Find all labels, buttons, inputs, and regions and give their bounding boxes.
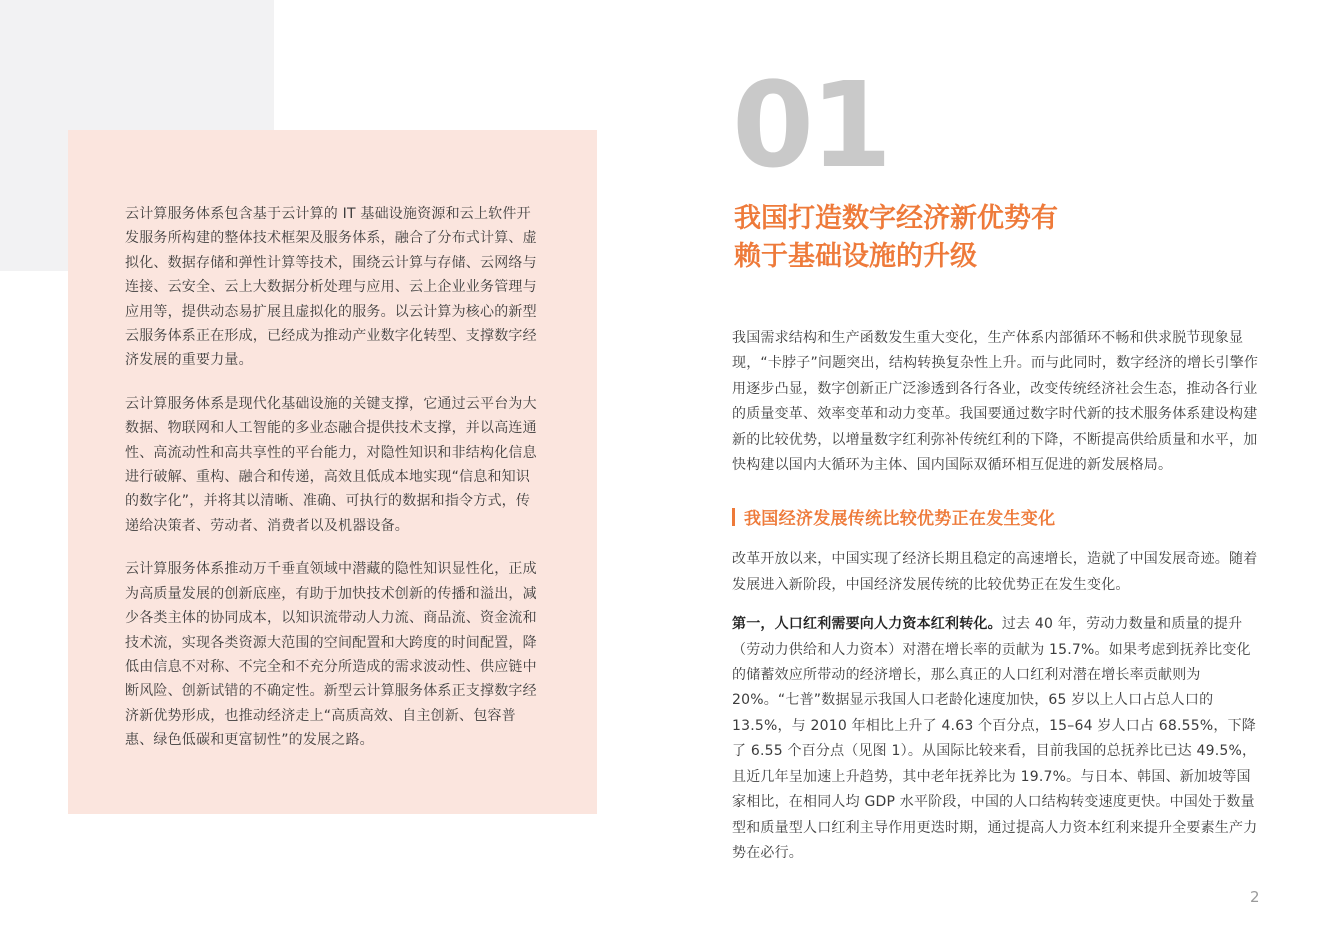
chapter-title: [734, 200, 1154, 276]
sidebar-paragraph: 云计算服务体系推动万千垂直领域中潜藏的隐性知识显性化，正成为高质量发展的创新底座，有助于加快技术创新的传播和溢出，减少各类主体的协同成本，以知识流带动人力流、商品流、资金流和技术流，实现各类资源大范围的空间配置和大跨度的时间配置，降低由信息不对称、不完全和不充分所造成的需求波动性、供应链中断风险、创新试错的不确定性。新型云计算服务体系正支撑数字经济新优势形成，也推动经济走上“高质高效、自主创新、包容普惠、绿色低碳和更富韧性”的发展之路。: [125, 561, 537, 749]
intro-paragraph: 我国需求结构和生产函数发生重大变化，生产体系内部循环不畅和供求脱节现象显现，“卡脖子”问题突出，结构转换复杂性上升。而与此同时，数字经济的增长引擎作用逐步凸显，数字创新正广泛渗透到各行各业，改变传统经济社会生态，推动各行业的质量变革、效率变革和动力变革。我国要通过数字时代新的技术服务体系建设构建新的比较优势，以增量数字红利弥补传统红利的下降，不断提高供给质量和水平，加快构建以国内大循环为主体、国内国际双循环相互促进的新发展格局。: [732, 330, 1259, 474]
section-heading-bar: [732, 508, 735, 526]
paragraph-lead: 第一，人口红利需要向人力资本红利转化。: [732, 616, 1002, 633]
body-paragraph-demographics: [732, 612, 1264, 866]
sidebar-text-box: [68, 130, 597, 814]
chapter-number: 01: [732, 56, 889, 194]
body-paragraph: 改革开放以来，中国实现了经济长期且稳定的高速增长，造就了中国发展奇迹。随着发展进入新阶段，中国经济发展传统的比较优势正在发生变化。: [732, 551, 1258, 593]
chapter-title-line-1: 我国打造数字经济新优势有: [734, 203, 1058, 234]
section-heading-text: 我国经济发展传统比较优势正在发生变化: [744, 509, 1056, 530]
paragraph-body: 过去 40 年，劳动力数量和质量的提升（劳动力供给和人力资本）对潜在增长率的贡献为 15.7%。如果考虑到抚养比变化的储蓄效应所带动的经济增长，那么真正的人口红利对潜在增长率贡献则为 20%。“七普”数据显示我国人口老龄化速度加快，65 岁以上人口占总人口的 13.5%，与 2010 年相比上升了 4.63 个百分点，15–64 岁人口占 68.55%，下降了 6.55 个百分点（见图 1）。从国际比较来看，目前我国的总抚养比已达 49.5%，且近几年呈加速上升趋势，其中老年抚养比为 19.7%。与日本、韩国、新加坡等国家相比，在相同人均 GDP 水平阶段，中国的人口结构转变速度更快。中国处于数量型和质量型人口红利主导作用更迭时期，通过提高人力资本红利来提升全要素生产力势在必行。: [732, 616, 1258, 861]
sidebar-paragraph: 云计算服务体系包含基于云计算的 IT 基础设施资源和云上软件开发服务所构建的整体技术框架及服务体系，融合了分布式计算、虚拟化、数据存储和弹性计算等技术，围绕云计算与存储、云网络与连接、云安全、云上大数据分析处理与应用、云上企业业务管理与应用等，提供动态易扩展且虚拟化的服务。以云计算为核心的新型云服务体系正在形成，已经成为推动产业数字化转型、支撑数字经济发展的重要力量。: [125, 206, 537, 369]
section-heading: [732, 504, 1264, 529]
page-number: 2: [1250, 888, 1260, 906]
sidebar-paragraph: 云计算服务体系是现代化基础设施的关键支撑，它通过云平台为大数据、物联网和人工智能的多业态融合提供技术支撑，并以高连通性、高流动性和高共享性的平台能力，对隐性知识和非结构化信息进行破解、重构、融合和传递，高效且低成本地实现“信息和知识的数字化”，并将其以清晰、准确、可执行的数据和指令方式，传递给决策者、劳动者、消费者以及机器设备。: [125, 395, 537, 534]
chapter-title-line-2: 赖于基础设施的升级: [734, 241, 977, 272]
main-content: [732, 326, 1264, 866]
